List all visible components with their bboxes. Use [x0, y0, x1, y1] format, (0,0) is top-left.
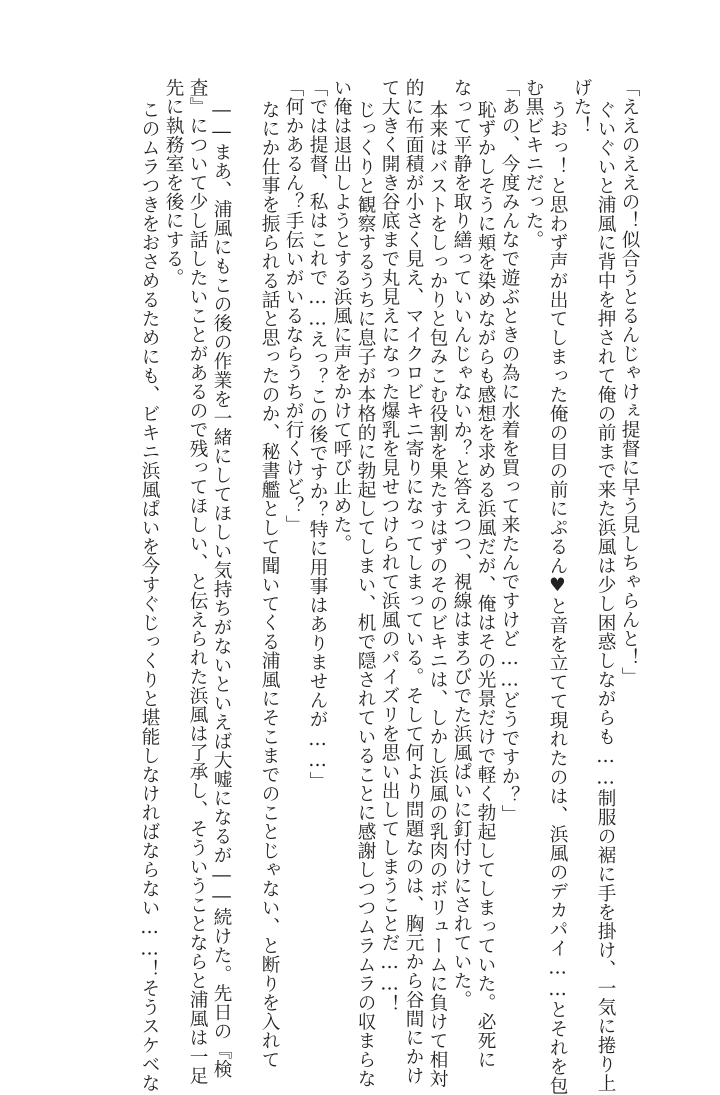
text-column-7: 恥ずかしそうに頬を染めながらも感想を求める浜風だが、俺はその光景だけで軽く勃起してしまっていた。必死に [475, 100, 496, 1069]
text-column-16: なにか仕事を振られる話と思ったのか、秘書艦として聞いてくる浦風にそこまでのことじゃない、と断りを入れて [259, 100, 280, 1069]
text-column-3: げた！ [571, 78, 592, 135]
text-column-12: じっくりと観察するうちに息子が本格的に勃起してしまい、机で隠されていることに感謝しつつムラムラの収まらな [355, 100, 376, 1088]
text-column-6: 「あの、今度みんなで遊ぶときの為に水着を買って来たんですけど……どうですか？」 [499, 78, 520, 824]
text-column-10: 的に布面積が小さく見え、マイクロビキニ寄りになってしまっている。そして何より問題なのは、胸元から谷間にかけ [403, 78, 424, 1085]
text-column-18: 査』について少し話したいことがあるので残ってほしい、と伝えられた浜風は了承し、そういうことならと浦風は一足 [187, 78, 208, 1085]
text-column-9: 本来はバストをしっかりと包みこむ役割を果たすはずのそのビキニは、しかし浜風の乳肉のボリュームに負けて相対 [427, 100, 448, 1088]
text-column-11: て大きく開き谷底まで丸見えになった爆乳を見せつけられて浜風のパイズリを思い出してしまうことだ……！ [379, 78, 400, 1014]
text-column-13: い俺は退出しようとする浜風に声をかけて呼び止めた。 [331, 78, 352, 553]
text-column-17: ――まあ、浦風にもこの後の作業を一緒にしてほしい気持ちがないといえば大嘘になるが――続けた。先日の『検 [211, 100, 232, 1079]
text-column-20: このムラつきをおさめるためにも、ビキニ浜風ぱいを今すぐじっくりと堪能しなければならない……！そうスケベな [139, 100, 160, 1093]
text-column-1: 「ええのええの！似合うとるんじゃけぇ提督に早う見しちゃらんと！」 [619, 78, 640, 686]
text-column-8: なって平静を取り繕っていいんじゃないか？と答えつつ、視線はまろびでた浜風ぱいに釘付けにされていた。 [451, 78, 472, 1009]
text-column-5: む黒ビキニだった。 [523, 78, 544, 249]
text-column-14: 「では提督、私はこれで……えっ？この後ですか？特に用事はありませんが……」 [307, 78, 328, 791]
text-column-4: うおっ！と思わず声が出てしまった俺の目の前にぷるん♥と音を立てて現れたのは、浜風のデカパイ……とそれを包 [547, 100, 568, 1095]
text-column-19: 先に執務室を後にする。 [163, 78, 184, 287]
text-column-15: 「何かあるん？手伝いがいるならうちが行くけど？」 [283, 78, 304, 534]
text-column-2: ぐいぐいと浦風に背中を押されて俺の前まで来た浜風は少し困惑しながらも……制服の裾に手を掛け、一気に捲り上 [595, 100, 616, 1093]
